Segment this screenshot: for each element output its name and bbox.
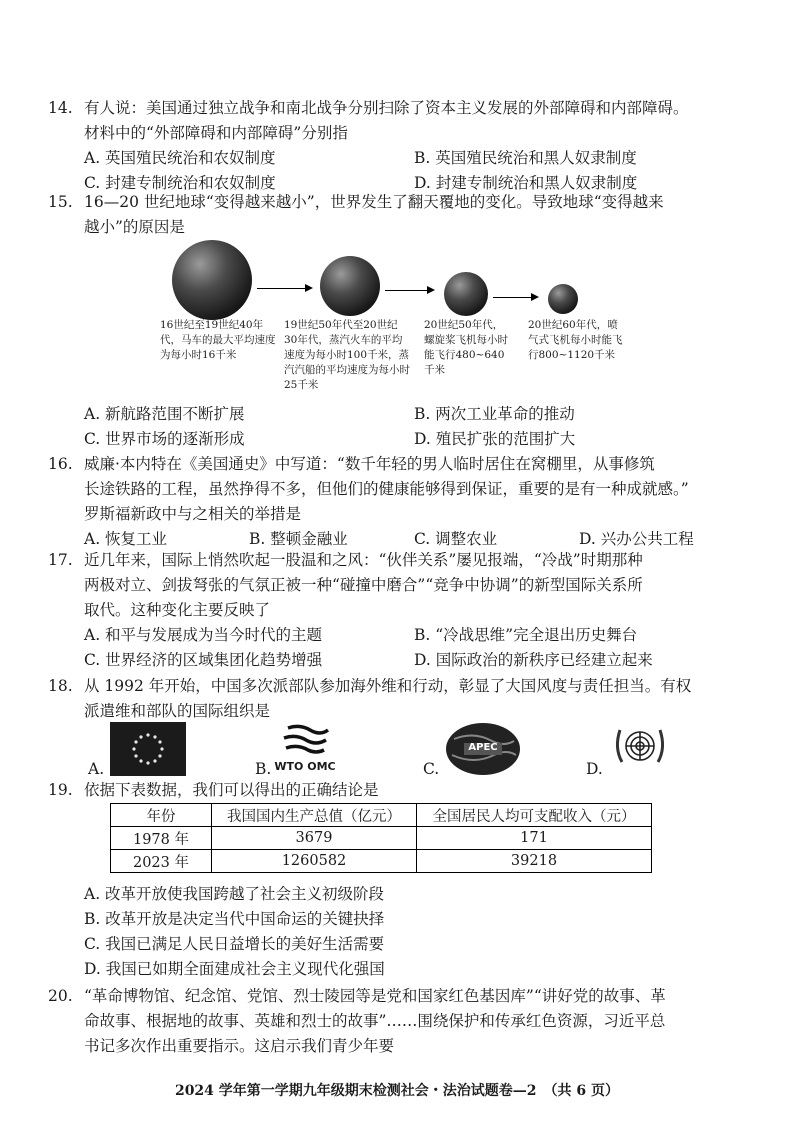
table-cell: 171 (417, 827, 652, 850)
question-stem: 依据下表数据，我们可以得出的正确结论是 (84, 781, 379, 799)
question-16 (48, 452, 768, 552)
table-header-row (111, 804, 652, 827)
table-header: 年份 (111, 804, 212, 827)
question-stem: 16—20 世纪地球“变得越来越小”，世界发生了翻天覆地的变化。导致地球“变得越来 越小”的原因是 (84, 193, 664, 236)
option-a[interactable]: A. 恢复工业 (84, 530, 168, 548)
un-emblem-icon[interactable] (608, 718, 672, 778)
table-cell: 39218 (417, 850, 652, 873)
question-number: 18. (48, 677, 73, 695)
question-15 (48, 190, 768, 240)
eu-flag-icon[interactable] (110, 722, 186, 776)
option-d[interactable]: D. 殖民扩张的范围扩大 (414, 430, 576, 448)
options (84, 402, 768, 452)
table-header: 全国居民人均可支配收入（元） (417, 804, 652, 827)
table-row (111, 827, 652, 850)
apec-text: APEC (468, 742, 498, 753)
question-15-options (48, 402, 768, 452)
option-a[interactable]: A. 和平与发展成为当今时代的主题 (84, 626, 323, 644)
option-b[interactable]: B. 改革开放是决定当代中国命运的关键抉择 (84, 910, 385, 928)
question-number: 16. (48, 455, 73, 473)
option-b[interactable]: B. 两次工业革命的推动 (414, 405, 575, 423)
table-cell: 1978 年 (111, 827, 212, 850)
options (84, 882, 768, 982)
option-c[interactable]: C. 封建专制统治和农奴制度 (84, 174, 276, 192)
question-number: 17. (48, 551, 73, 569)
table-cell: 2023 年 (111, 850, 212, 873)
table-header: 我国国内生产总值（亿元） (212, 804, 417, 827)
option-c[interactable]: C. 我国已满足人民日益增长的美好生活需要 (84, 935, 385, 953)
option-d[interactable]: D. 我国已如期全面建成社会主义现代化强国 (84, 960, 385, 978)
arrow (385, 290, 433, 291)
option-c[interactable]: C. 世界市场的逐渐形成 (84, 430, 245, 448)
option-a[interactable]: A. 新航路范围不断扩展 (84, 405, 245, 423)
caption-4: 20世纪60年代，喷气式飞机每小时能飞行800~1120千米 (528, 319, 623, 361)
options (84, 623, 768, 673)
question-20 (48, 984, 768, 1059)
option-d-label[interactable]: D. (586, 760, 603, 778)
question-stem: 威廉·本内特在《美国通史》中写道：“数千年轻的男人临时居住在窝棚里，从事修筑 长途铁路的工程，虽然挣得不多，但他们的健康能够得到保证，重要的是有一种成就感。” 罗斯福新政中与之相关的举措是 (84, 455, 689, 523)
globe-image (444, 272, 488, 316)
question-number: 20. (48, 987, 73, 1005)
caption-3: 20世纪50年代，螺旋桨飞机每小时能飞行480~640千米 (424, 319, 508, 376)
question-stem: “革命博物馆、纪念馆、党馆、烈士陵园等是党和国家红色基因库”“讲好党的故事、革 命故事、根据地的故事、英雄和烈士的故事”……围绕保护和传承红色资源，习近平总 书记多次作出重要指示。这启示我们青少年要 (84, 987, 666, 1055)
option-b[interactable]: B. 英国殖民统治和黑人奴隶制度 (414, 149, 637, 167)
options (84, 146, 768, 196)
option-d[interactable]: D. 封建专制统治和黑人奴隶制度 (414, 174, 638, 192)
question-14 (48, 96, 768, 196)
question-17 (48, 548, 768, 673)
option-b[interactable]: B. 整顿金融业 (249, 530, 348, 548)
option-a-label[interactable]: A. (88, 760, 105, 778)
option-a[interactable]: A. 改革开放使我国跨越了社会主义初级阶段 (84, 885, 385, 903)
apec-logo-icon[interactable] (444, 721, 522, 777)
option-c[interactable]: C. 世界经济的区域集团化趋势增强 (84, 651, 323, 669)
caption-2: 19世纪50年代至20世纪30年代，蒸汽火车的平均速度为每小时100千米，蒸汽汽船的平均速度为每小时25千米 (284, 319, 410, 391)
table-cell: 1260582 (212, 850, 417, 873)
option-d[interactable]: D. 国际政治的新秩序已经建立起来 (414, 651, 653, 669)
question-stem: 近几年来，国际上悄然吹起一股温和之风：“伙伴关系”屡见报端，“冷战”时期那种 两极对立、剑拔弩张的气氛正被一种“碰撞中磨合”“竞争中协调”的新型国际关系所 取代。这种变化主要反映了 (84, 551, 643, 619)
arrow (493, 297, 537, 298)
question-stem: 有人说：美国通过独立战争和南北战争分别扫除了资本主义发展的外部障碍和内部障碍。 材料中的“外部障碍和内部障碍”分别指 (84, 99, 689, 142)
question-number: 14. (48, 99, 73, 117)
question-19 (48, 778, 768, 803)
question-19-options (48, 882, 768, 982)
caption-1: 16世纪至19世纪40年代，马车的最大平均速度为每小时16千米 (160, 319, 276, 361)
question-number: 19. (48, 781, 73, 799)
table-row (111, 850, 652, 873)
wto-logo-icon[interactable] (270, 722, 340, 778)
option-d[interactable]: D. 兴办公共工程 (579, 530, 694, 548)
option-c[interactable]: C. 调整农业 (414, 530, 498, 548)
question-18 (48, 674, 768, 724)
option-b[interactable]: B. “冷战思维”完全退出历史舞台 (414, 626, 638, 644)
option-b-label[interactable]: B. (255, 760, 272, 778)
arrow (257, 288, 311, 289)
wto-text: WTO OMC (274, 760, 336, 773)
table-cell: 3679 (212, 827, 417, 850)
globe-image (548, 284, 578, 314)
option-a[interactable]: A. 英国殖民统治和农奴制度 (84, 149, 276, 167)
page-footer: 2024 学年第一学期九年级期末检测社会・法治试题卷—2 （共 6 页） (174, 1083, 620, 1099)
globe-image (320, 256, 380, 316)
data-table (110, 803, 652, 873)
question-number: 15. (48, 193, 73, 211)
question-stem: 从 1992 年开始，中国多次派部队参加海外维和行动，彰显了大国风度与责任担当。有权 派遣维和部队的国际组织是 (84, 677, 692, 720)
globe-image (172, 240, 252, 320)
option-c-label[interactable]: C. (423, 760, 440, 778)
